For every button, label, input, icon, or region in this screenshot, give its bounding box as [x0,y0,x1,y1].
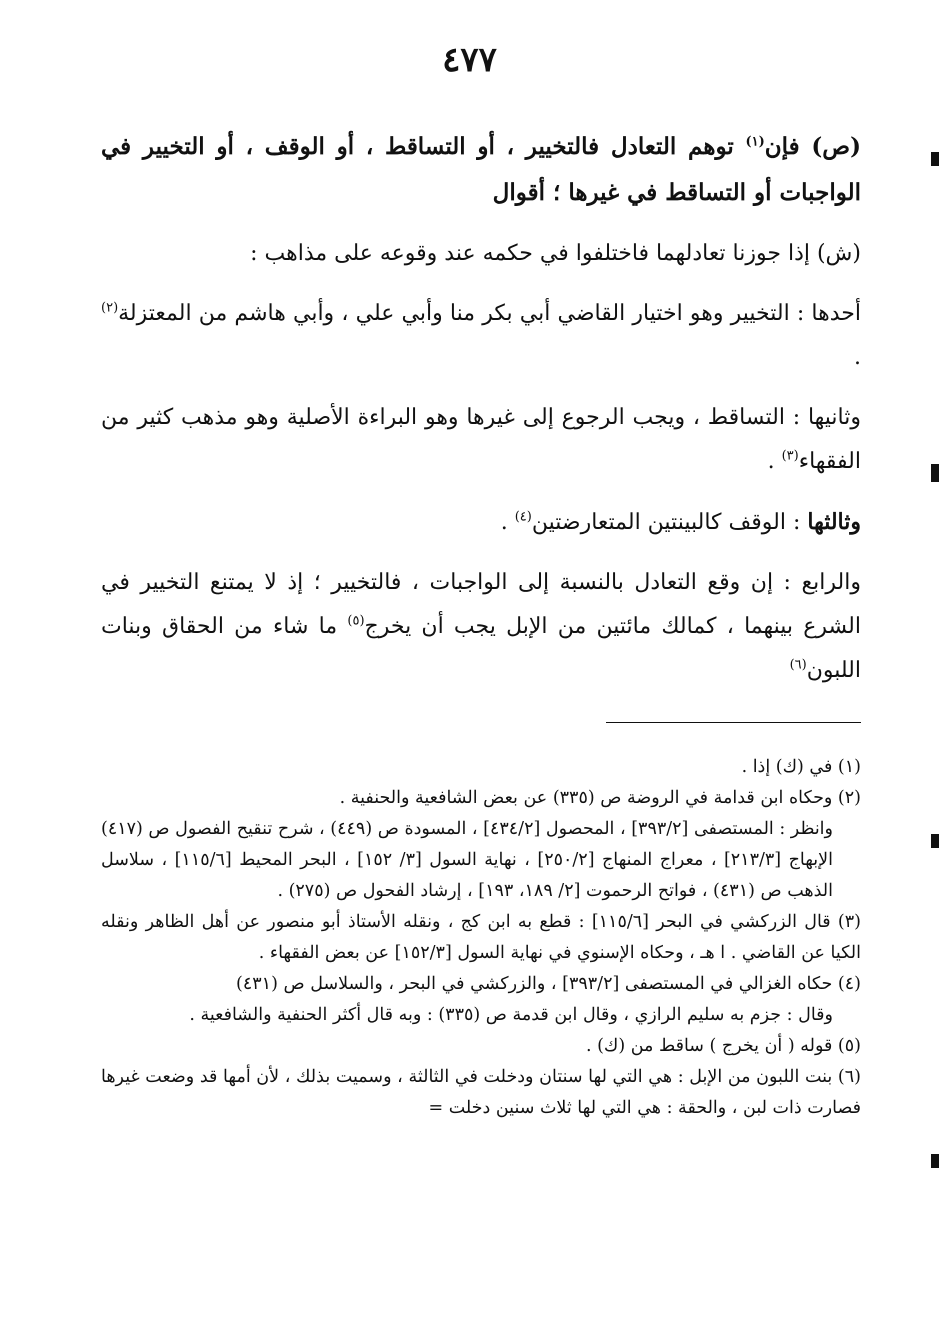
paragraph-third-opinion [101,500,861,545]
footnote-ref-5: (٥) [347,613,365,629]
main-text [101,124,861,693]
footnote-2: (٢) وحكاه ابن قدامة في الروضة ص (٣٣٥) عن بعض الشافعية والحنفية . [339,788,861,808]
footnote-ref-4: (٤) [514,509,532,525]
paragraph-second-opinion [101,396,861,484]
scan-edge-mark [931,1154,939,1168]
scan-edge-mark [931,152,939,166]
footnote-ref-3: (٣) [781,448,799,464]
sharh-intro: (ش) إذا جوزنا تعادلهما فاختلفوا في حكمه عند وقوعه على مذاهب : [250,241,861,266]
scan-edge-mark [931,834,939,848]
footnote-ref-6: (٦) [789,657,807,673]
matn-text-cont: توهم التعادل فالتخيير ، أو التساقط ، أو الوقف ، أو التخيير في الواجبات أو التساقط في غيرها ؛ أقوال [101,133,861,206]
footnote-1: (١) في (ك) إذا . [741,757,861,777]
footnote-divider [606,722,861,723]
paragraph-text: وثانيها : التساقط ، ويجب الرجوع إلى غيرها وهو البراءة الأصلية وهو مذهب كثير من الفقهاء [101,405,861,474]
footnote-4-continued: وقال : جزم به سليم الرازي ، وقال ابن قدمة ص (٣٣٥) : وبه قال أكثر الحنفية والشافعية . [189,1005,833,1025]
footnote-3: (٣) قال الزركشي في البحر [١١٥/٦] : قطع به ابن كج ، ونقله الأستاذ أبو منصور عن أهل الظاهر ونقله الكيا عن القاضي . ا هـ ، وحكاه الإسنوي في نهاية السول [١٥٢/٣] عن بعض الفقهاء . [101,912,861,963]
paragraph-end: . [500,510,515,535]
paragraph-fourth-opinion [101,561,861,693]
paragraph-text: : الوقف كالبينتين المتعارضتين [531,510,808,535]
scan-edge-mark [931,464,939,482]
paragraph-text: والرابع : إن وقع التعادل بالنسبة إلى الواجبات ، فالتخيير ؛ إذ لا يمتنع التخيير في الشرع بينهما ، كمالك مائتين من الإبل يجب أن يخرج [101,570,861,639]
paragraph-first-opinion [101,292,861,380]
paragraph-text-cont: ما شاء من الحقاق وبنات اللبون [101,614,861,683]
footnote-5: (٥) قوله ( أن يخرج ) ساقط من (ك) . [585,1036,861,1056]
footnote-2-continued: وانظر : المستصفى [٣٩٣/٢] ، المحصول [٤٣٤/٢] ، المسودة ص (٤٤٩) ، شرح تنقيح الفصول ص (٤١٧) الإبهاج [٢١٣/٣] ، معراج المنهاج [٢٥٠/٢] ، نهاية السول [٣/ ١٥٢] ، البحر المحيط [١١٥/٦] ، سلاسل الذهب ص (٤٣١) ، فواتح الرحموت [٢/ ١٨٩، ١٩٣] ، إرشاد الفحول ص (٢٧٥) . [101,819,833,901]
page-number: ٤٧٧ [442,40,497,80]
footnote-ref-1: (١) [745,134,765,150]
paragraph-heading: وثالثها [807,509,861,535]
paragraph-text: أحدها : التخيير وهو اختيار القاضي أبي بكر منا وأبي علي ، وأبي هاشم من المعتزلة [118,301,861,326]
footnote-ref-2: (٢) [101,300,119,316]
matn-text: (ص) فإن [764,133,861,160]
footnotes [101,752,861,1124]
footnote-6: (٦) بنت اللبون من الإبل : هي التي لها سنتان ودخلت في الثالثة ، وسميت بذلك ، لأن أمها قد وضعت غيرها فصارت ذات لبن ، والحقة : هي التي لها ثلاث سنين دخلت = [101,1067,861,1118]
footnote-4: (٤) حكاه الغزالي في المستصفى [٣٩٣/٢] ، والزركشي في البحر ، والسلاسل ص (٤٣١) [236,974,861,994]
paragraph-end: . [767,449,782,474]
paragraph-end: . [854,345,861,370]
matn-paragraph [101,124,861,216]
